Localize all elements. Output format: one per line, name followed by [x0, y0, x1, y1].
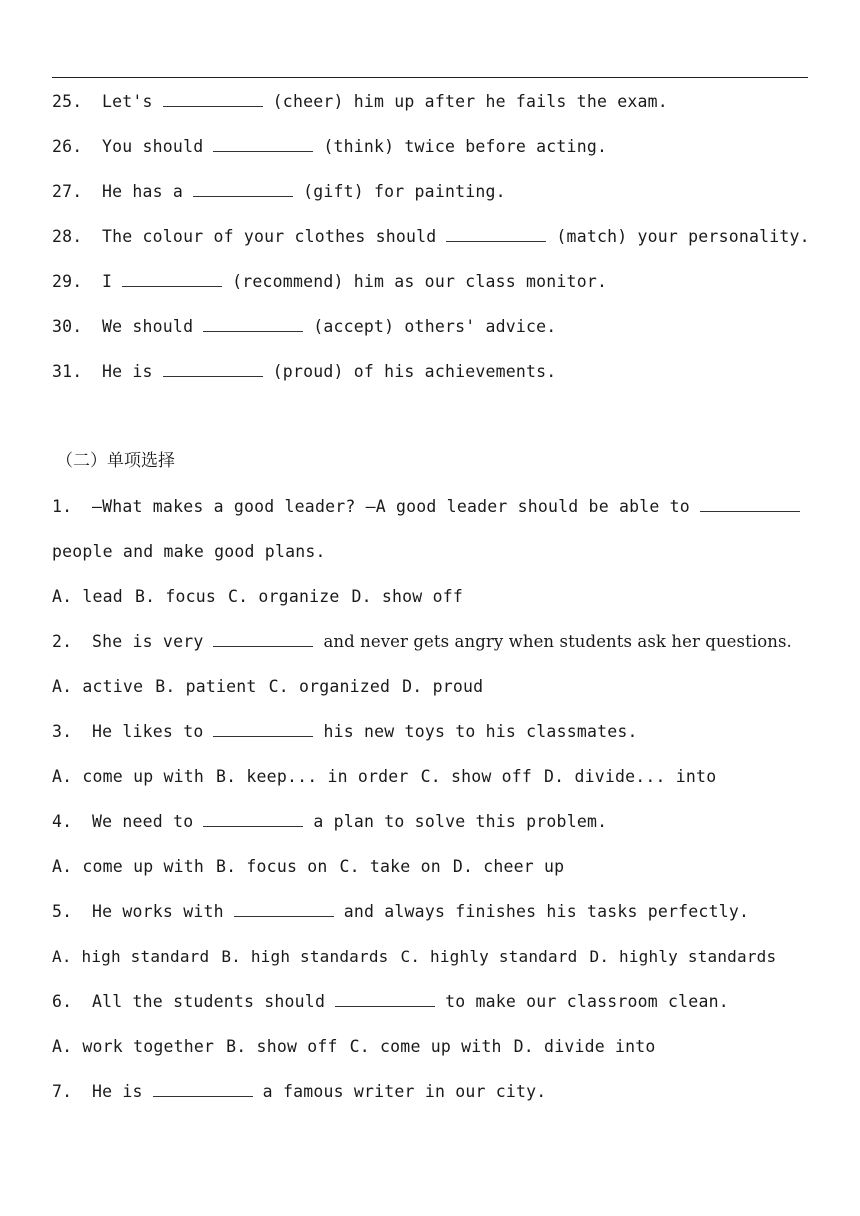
question-text-after: and always finishes his tasks perfectly. [343, 902, 750, 921]
option-b[interactable]: B. show off [226, 1037, 338, 1056]
question-text-before: He has a [102, 182, 184, 201]
choice-question [52, 979, 812, 1024]
question-number: 1. [52, 497, 73, 516]
options-row [52, 934, 812, 979]
question-text-before: —What makes a good leader? —A good leader should be able to [92, 497, 690, 516]
option-a[interactable]: A. active [52, 677, 144, 696]
question-text-after: to make our classroom clean. [445, 992, 729, 1011]
options-row [52, 844, 812, 889]
question-text-after: (gift) for painting. [303, 182, 506, 201]
question-number: 4. [52, 812, 73, 831]
question-number: 26. [52, 137, 83, 156]
choice-question [52, 484, 812, 529]
question-continuation: people and make good plans. [52, 542, 326, 561]
option-a[interactable]: A. lead [52, 587, 123, 606]
option-d[interactable]: D. proud [402, 677, 484, 696]
question-text-after: (recommend) him as our class monitor. [232, 272, 608, 291]
question-text-after: a plan to solve this problem. [313, 812, 608, 831]
question-text-after: (think) twice before acting. [323, 137, 608, 156]
options-row [52, 1024, 812, 1069]
choice-question [52, 799, 812, 844]
options-row [52, 664, 812, 709]
option-b[interactable]: B. high standards [221, 947, 389, 966]
option-c[interactable]: C. show off [420, 767, 533, 786]
fill-blank-question [52, 349, 812, 394]
question-text-before: We should [102, 317, 194, 336]
question-number: 27. [52, 182, 83, 201]
option-d[interactable]: D. cheer up [452, 857, 565, 876]
question-number: 28. [52, 227, 83, 246]
answer-blank[interactable] [203, 317, 303, 332]
option-c[interactable]: C. organize [228, 587, 340, 606]
fill-blank-question [52, 214, 812, 259]
question-text-before: We need to [92, 812, 194, 831]
question-number: 30. [52, 317, 83, 336]
question-text-before: All the students should [92, 992, 326, 1011]
question-text-after: (accept) others' advice. [313, 317, 557, 336]
fill-blank-question [52, 169, 812, 214]
option-c[interactable]: C. organized [268, 677, 391, 696]
answer-blank[interactable] [163, 92, 263, 107]
option-a[interactable]: A. come up with [52, 857, 205, 876]
question-text-after: and never gets angry when students ask her questions. [323, 632, 792, 651]
question-text-before: He works with [92, 902, 224, 921]
fill-blank-question [52, 304, 812, 349]
option-c[interactable]: C. take on [339, 857, 441, 876]
section-title: （二）单项选择 [56, 451, 175, 471]
answer-blank[interactable] [163, 362, 263, 377]
question-text-before: You should [102, 137, 204, 156]
answer-blank[interactable] [213, 137, 313, 152]
question-text-after: (cheer) him up after he fails the exam. [272, 92, 668, 111]
option-b[interactable]: B. focus on [216, 857, 328, 876]
answer-blank[interactable] [203, 812, 303, 827]
answer-blank[interactable] [153, 1082, 253, 1097]
choice-question [52, 889, 812, 934]
question-number: 3. [52, 722, 73, 741]
question-number: 25. [52, 92, 83, 111]
question-text-before: The colour of your clothes should [102, 227, 437, 246]
choice-question [52, 1069, 812, 1114]
question-text-after: a famous writer in our city. [262, 1082, 547, 1101]
question-text-after: (proud) of his achievements. [272, 362, 557, 381]
question-number: 2. [52, 632, 73, 651]
option-b[interactable]: B. patient [155, 677, 257, 696]
question-text-after: his new toys to his classmates. [323, 722, 638, 741]
question-text-before: He is [92, 1082, 143, 1101]
question-number: 7. [52, 1082, 73, 1101]
option-a[interactable]: A. work together [52, 1037, 215, 1056]
question-text-before: He likes to [92, 722, 204, 741]
question-text-before: He is [102, 362, 153, 381]
option-c[interactable]: C. come up with [349, 1037, 502, 1056]
answer-blank[interactable] [446, 227, 546, 242]
option-d[interactable]: D. divide... into [544, 767, 717, 786]
question-number: 5. [52, 902, 73, 921]
answer-blank[interactable] [335, 992, 435, 1007]
answer-blank[interactable] [122, 272, 222, 287]
option-d[interactable]: D. show off [351, 587, 463, 606]
answer-blank[interactable] [213, 632, 313, 647]
option-d[interactable]: D. highly standards [589, 947, 777, 966]
question-text-before: I [102, 272, 113, 291]
answer-blank[interactable] [213, 722, 313, 737]
answer-blank[interactable] [193, 182, 293, 197]
question-number: 6. [52, 992, 73, 1011]
answer-blank[interactable] [234, 902, 334, 917]
option-a[interactable]: A. come up with [52, 767, 205, 786]
question-text-before: She is very [92, 632, 204, 651]
fill-blank-question [52, 259, 812, 304]
choice-question [52, 619, 812, 664]
question-number: 29. [52, 272, 83, 291]
question-number: 31. [52, 362, 83, 381]
option-c[interactable]: C. highly standard [400, 947, 578, 966]
question-text-before: Let's [102, 92, 153, 111]
option-b[interactable]: B. focus [134, 587, 217, 606]
options-row [52, 574, 812, 619]
fill-blank-question [52, 124, 812, 169]
question-text-after: (match) your personality. [556, 227, 810, 246]
fill-blank-question [52, 79, 812, 124]
header-rule [52, 77, 808, 78]
option-a[interactable]: A. high standard [52, 947, 210, 966]
answer-blank[interactable] [700, 497, 800, 512]
choice-question [52, 709, 812, 754]
option-d[interactable]: D. divide into [513, 1037, 656, 1056]
option-b[interactable]: B. keep... in order [216, 767, 409, 786]
options-row [52, 754, 812, 799]
